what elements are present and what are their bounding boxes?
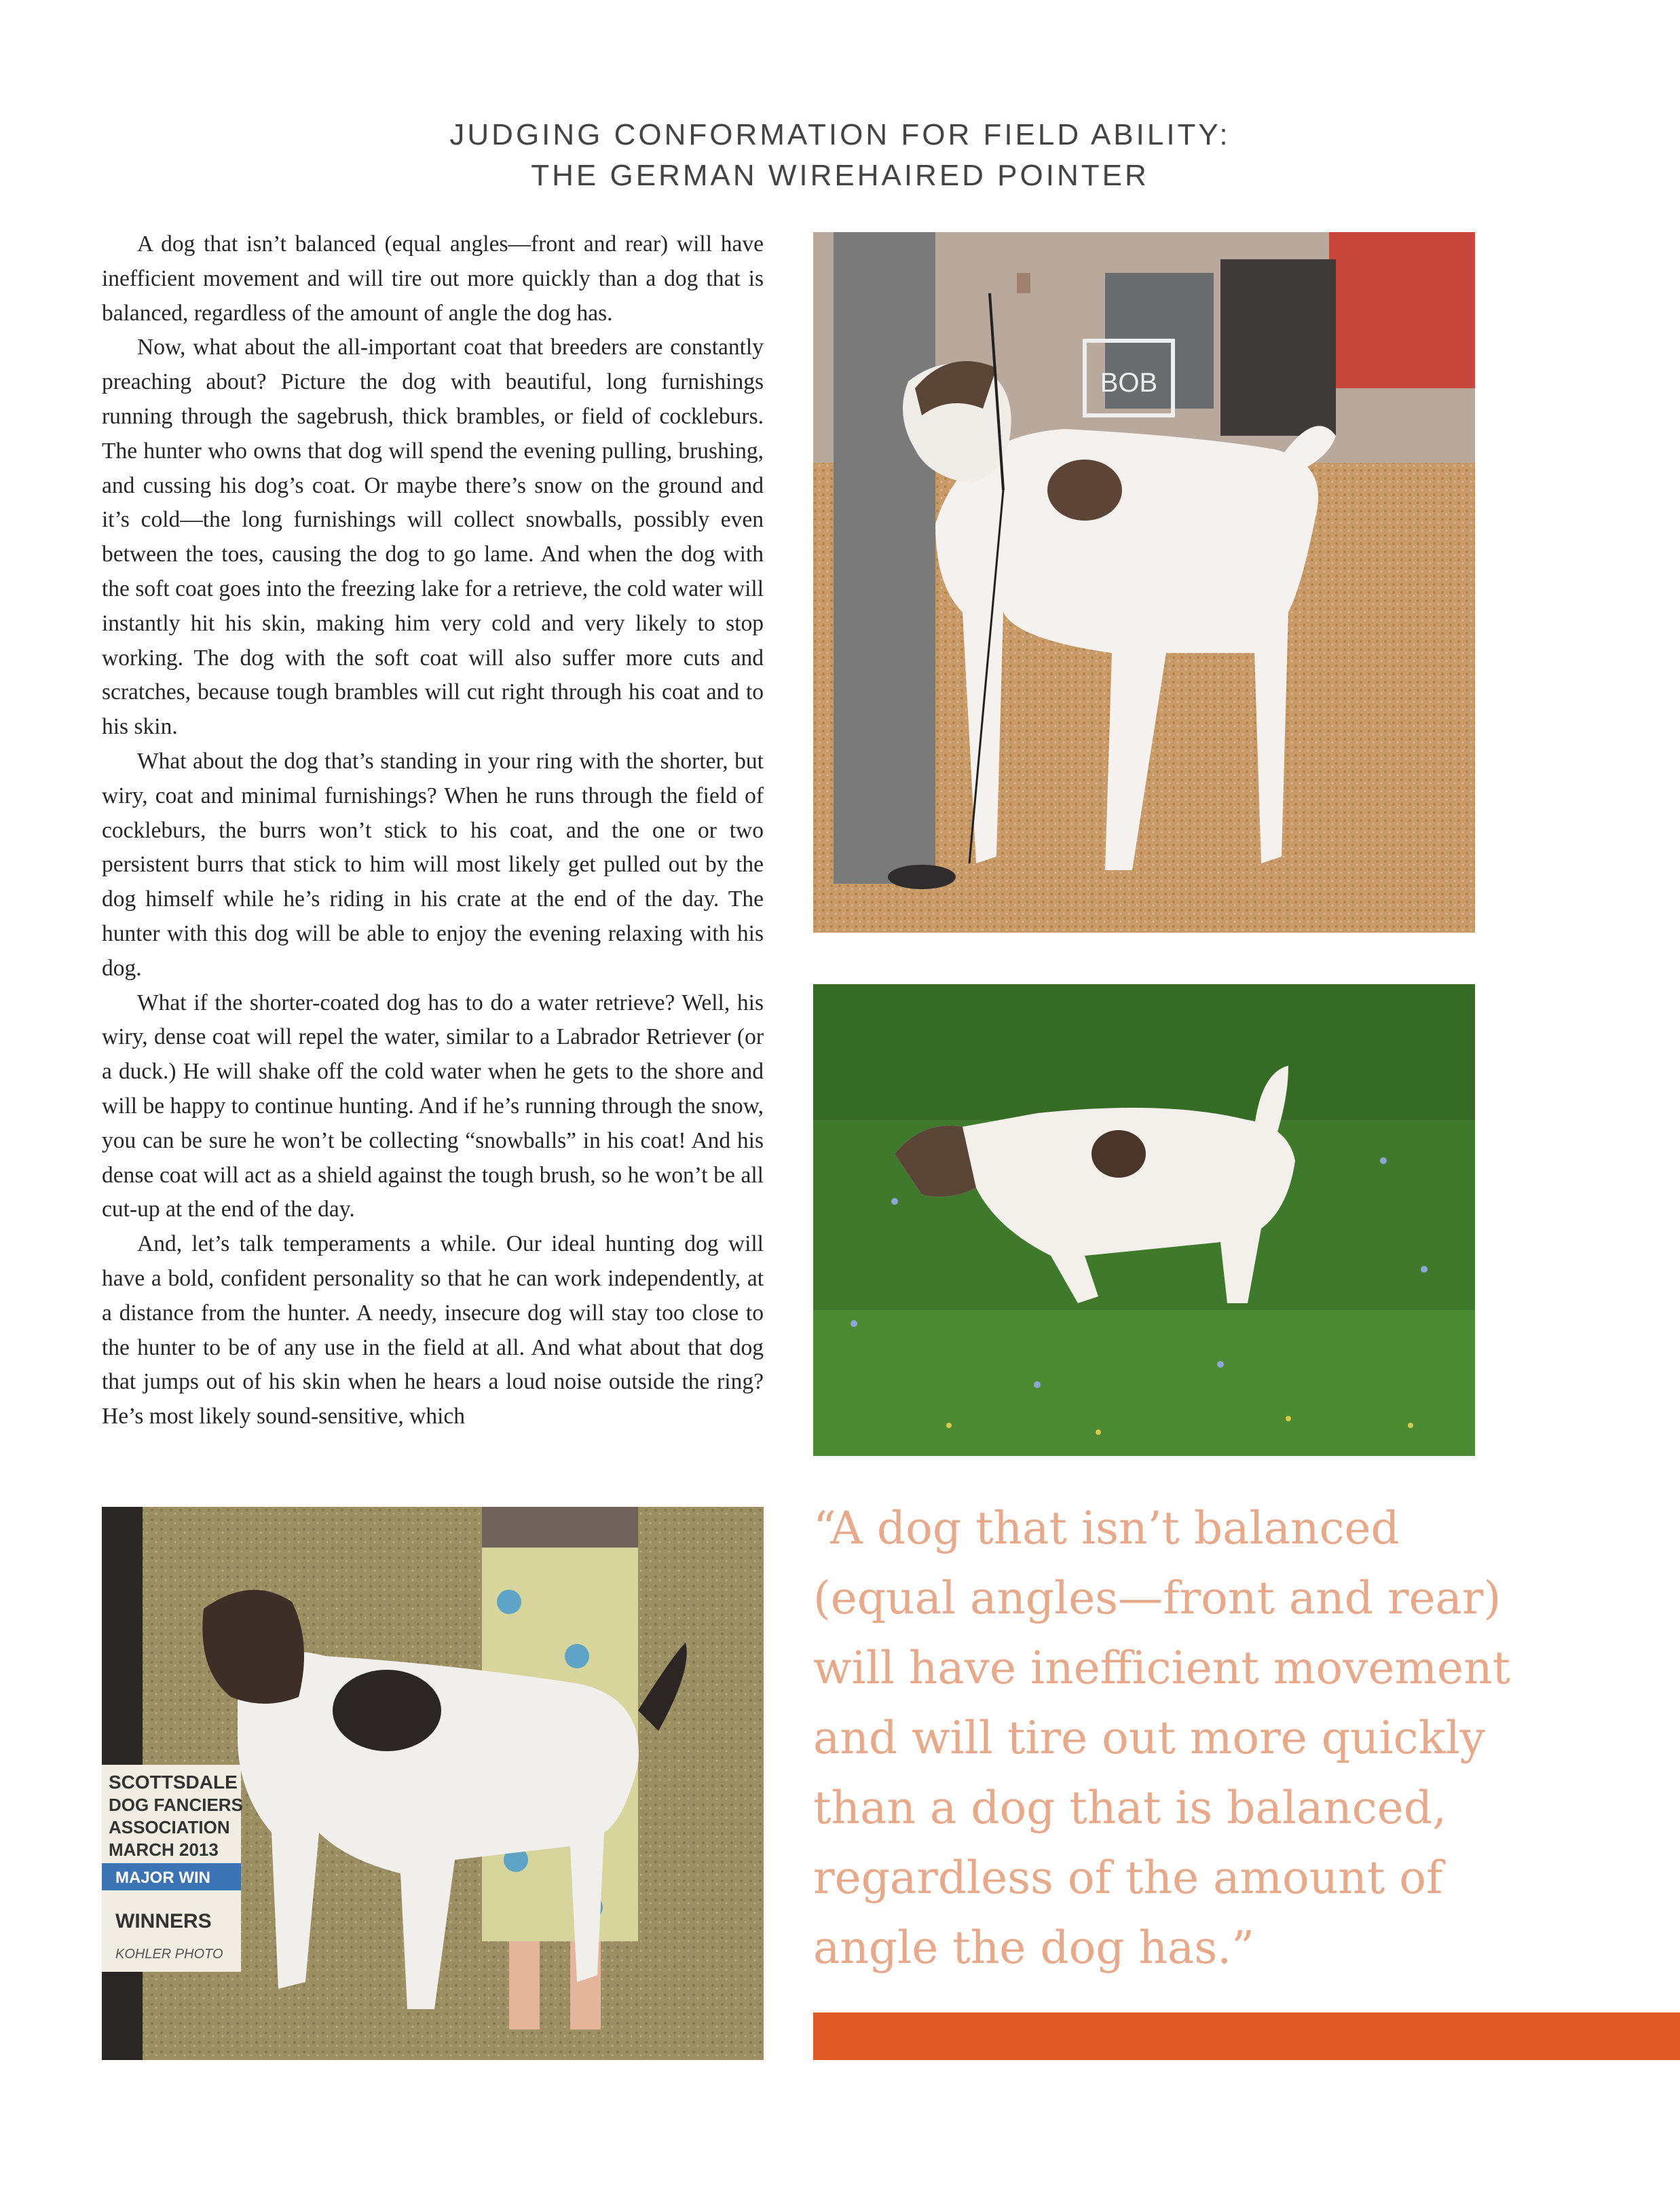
show-ring-sign: BOB bbox=[1100, 368, 1158, 398]
placard-line-3: ASSOCIATION bbox=[109, 1817, 230, 1837]
pull-quote-line: regardless of the amount of bbox=[813, 1852, 1443, 1904]
placard-line-1: SCOTTSDALE bbox=[109, 1772, 238, 1793]
photo-show-ring-dog bbox=[813, 232, 1475, 933]
photo-dog-pointing-field bbox=[813, 984, 1475, 1456]
article-body bbox=[102, 227, 764, 1434]
placard-line-7: KOHLER PHOTO bbox=[115, 1947, 223, 1962]
placard-line-5: MAJOR WIN bbox=[115, 1869, 210, 1887]
title-line-2: THE GERMAN WIREHAIRED POINTER bbox=[531, 159, 1149, 193]
paragraph: Now, what about the all-important coat that breeders are constantly preaching about? Picture the dog with beautiful, long furnishings running through the sagebrush, thick brambles, or field of cockleburs. The hunter who owns that dog will spend the evening pulling, brushing, and cussing his dog’s coat. Or maybe there’s snow on the ground and it’s cold—the long furnishings will collect snowballs, possibly even between the toes, causing the dog to go lame. And when the dog with the soft coat goes into the freezing lake for a retrieve, the cold water will instantly hit his skin, making him very cold and very likely to stop working. The dog with the soft coat will also suffer more cuts and scratches, because tough brambles will cut right through his coat and to his skin. bbox=[102, 335, 764, 740]
accent-bar bbox=[813, 2013, 1680, 2060]
pull-quote-line: (equal angles—front and rear) bbox=[813, 1572, 1501, 1624]
paragraph: What about the dog that’s standing in your ring with the shorter, but wiry, coat and minimal furnishings? When he runs through the field of cockleburs, the burrs won’t stick to his coat, and the one or two persistent burrs that stick to him will most likely get pulled out by the dog himself while he’s riding in his crate at the end of the day. The hunter with this dog will be able to enjoy the evening relaxing with his dog. bbox=[102, 748, 764, 981]
placard-line-4: MARCH 2013 bbox=[109, 1839, 219, 1860]
page-title bbox=[0, 115, 1680, 196]
pull-quote-line: “A dog that isn’t balanced bbox=[813, 1502, 1400, 1554]
photo-dog-major-win bbox=[102, 1507, 764, 2060]
title-line-1: JUDGING CONFORMATION FOR FIELD ABILITY: bbox=[449, 118, 1231, 152]
pull-quote-line: angle the dog has.” bbox=[813, 1922, 1254, 1974]
paragraph: What if the shorter-coated dog has to do a water retrieve? Well, his wiry, dense coat will repel the water, similar to a Labrador Retriever (or a duck.) He will shake off the cold water when he gets to the shore and will be happy to continue hunting. And if he’s running through the snow, you can be sure he won’t be collecting “snowballs” in his coat! And his dense coat will act as a shield against the tough brush, so he won’t be all cut-up at the end of the day. bbox=[102, 990, 764, 1222]
paragraph: A dog that isn’t balanced (equal angles—front and rear) will have inefficient movement and will tire out more quickly than a dog that is balanced, regardless of the amount of angle the dog has. bbox=[102, 231, 764, 326]
pull-quote bbox=[813, 1493, 1560, 1983]
placard-line-6: WINNERS bbox=[115, 1910, 212, 1932]
paragraph: And, let’s talk temperaments a while. Our ideal hunting dog will have a bold, confident personality so that he can work independently, at a distance from the hunter. A needy, insecure dog will stay too close to the hunter to be of any use in the field at all. And what about that dog that jumps out of his skin when he hears a loud noise outside the ring? He’s most likely sound-sensitive, which bbox=[102, 1231, 764, 1429]
pull-quote-line: and will tire out more quickly bbox=[813, 1712, 1485, 1764]
placard-line-2: DOG FANCIERS bbox=[109, 1795, 243, 1815]
pull-quote-line: will have inefficient movement bbox=[813, 1642, 1511, 1694]
pull-quote-line: than a dog that is balanced, bbox=[813, 1782, 1447, 1834]
